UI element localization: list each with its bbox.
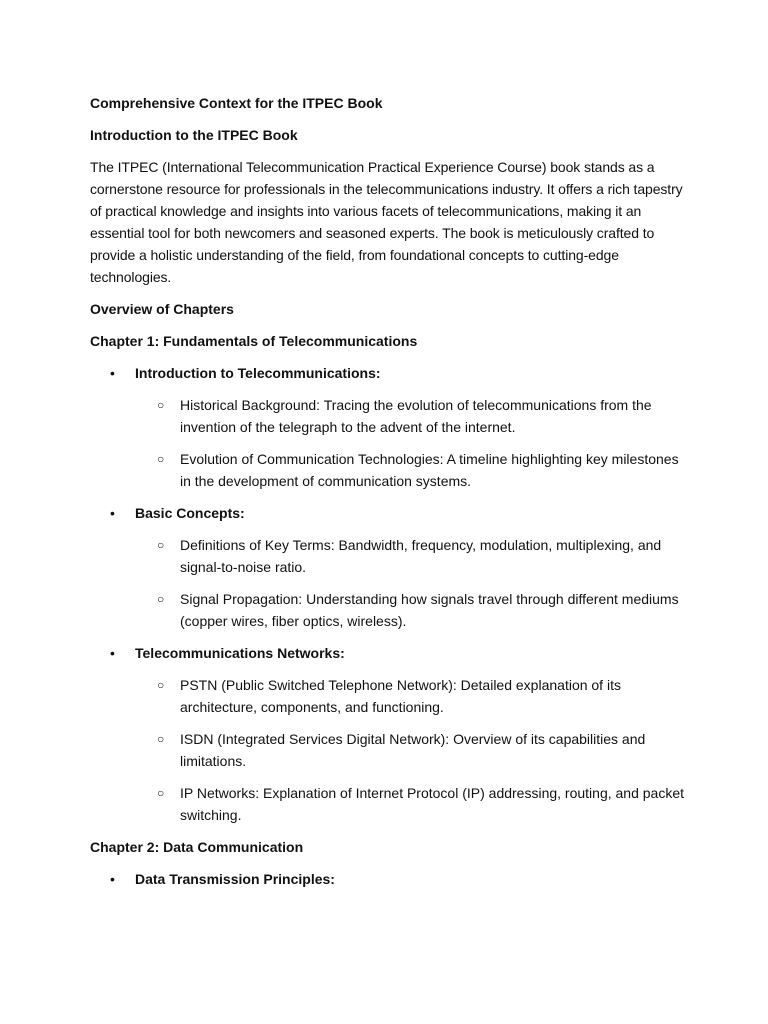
list-item-section (90, 868, 690, 890)
list-item-text: IP Networks: Explanation of Internet Protocol (IP) addressing, routing, and packet switching. (180, 785, 685, 823)
list-item (90, 448, 690, 492)
chapter-2-heading: Chapter 2: Data Communication (90, 839, 304, 855)
list-item-section (90, 502, 690, 524)
document-title: Comprehensive Context for the ITPEC Book (90, 95, 383, 111)
list-item (90, 728, 690, 772)
list-item (90, 782, 690, 826)
section-label: Telecommunications Networks: (135, 645, 345, 661)
hollow-bullet-icon: ○ (157, 452, 165, 466)
hollow-bullet-icon: ○ (157, 538, 165, 552)
list-item-text: Evolution of Communication Technologies: A timeline highlighting key milestones in the development of communication systems. (180, 451, 679, 489)
list-item (90, 534, 690, 578)
list-item (90, 674, 690, 718)
list-item-section (90, 362, 690, 384)
bullet-icon: • (110, 871, 115, 887)
overview-heading: Overview of Chapters (90, 301, 234, 317)
document-page (90, 92, 690, 900)
intro-paragraph: The ITPEC (International Telecommunication Practical Experience Course) book stands as a cornerstone resource for professionals in the telecommunications industry. It offers a rich tapestry of practical knowledge and insights into various facets of telecommunications, making it an essential tool for both newcomers and seasoned experts. The book is meticulously crafted to provide a holistic understanding of the field, from foundational concepts to cutting-edge technologies. (90, 159, 683, 285)
list-item (90, 588, 690, 632)
bullet-icon: • (110, 505, 115, 521)
hollow-bullet-icon: ○ (157, 732, 165, 746)
hollow-bullet-icon: ○ (157, 592, 165, 606)
section-label: Basic Concepts: (135, 505, 245, 521)
list-item-text: ISDN (Integrated Services Digital Network): Overview of its capabilities and limitations. (180, 731, 646, 769)
bullet-icon: • (110, 365, 115, 381)
chapter-1-heading: Chapter 1: Fundamentals of Telecommunications (90, 333, 418, 349)
hollow-bullet-icon: ○ (157, 678, 165, 692)
list-item (90, 394, 690, 438)
hollow-bullet-icon: ○ (157, 786, 165, 800)
intro-heading: Introduction to the ITPEC Book (90, 127, 298, 143)
bullet-icon: • (110, 645, 115, 661)
list-item-text: PSTN (Public Switched Telephone Network): Detailed explanation of its architecture, components, and functioning. (180, 677, 621, 715)
list-item-text: Historical Background: Tracing the evolution of telecommunications from the invention of the telegraph to the advent of the internet. (180, 397, 652, 435)
list-item-section (90, 642, 690, 664)
list-item-text: Definitions of Key Terms: Bandwidth, frequency, modulation, multiplexing, and signal-to-noise ratio. (180, 537, 662, 575)
section-label: Data Transmission Principles: (135, 871, 335, 887)
hollow-bullet-icon: ○ (157, 398, 165, 412)
list-item-text: Signal Propagation: Understanding how signals travel through different mediums (copper wires, fiber optics, wireless). (180, 591, 679, 629)
section-label: Introduction to Telecommunications: (135, 365, 381, 381)
